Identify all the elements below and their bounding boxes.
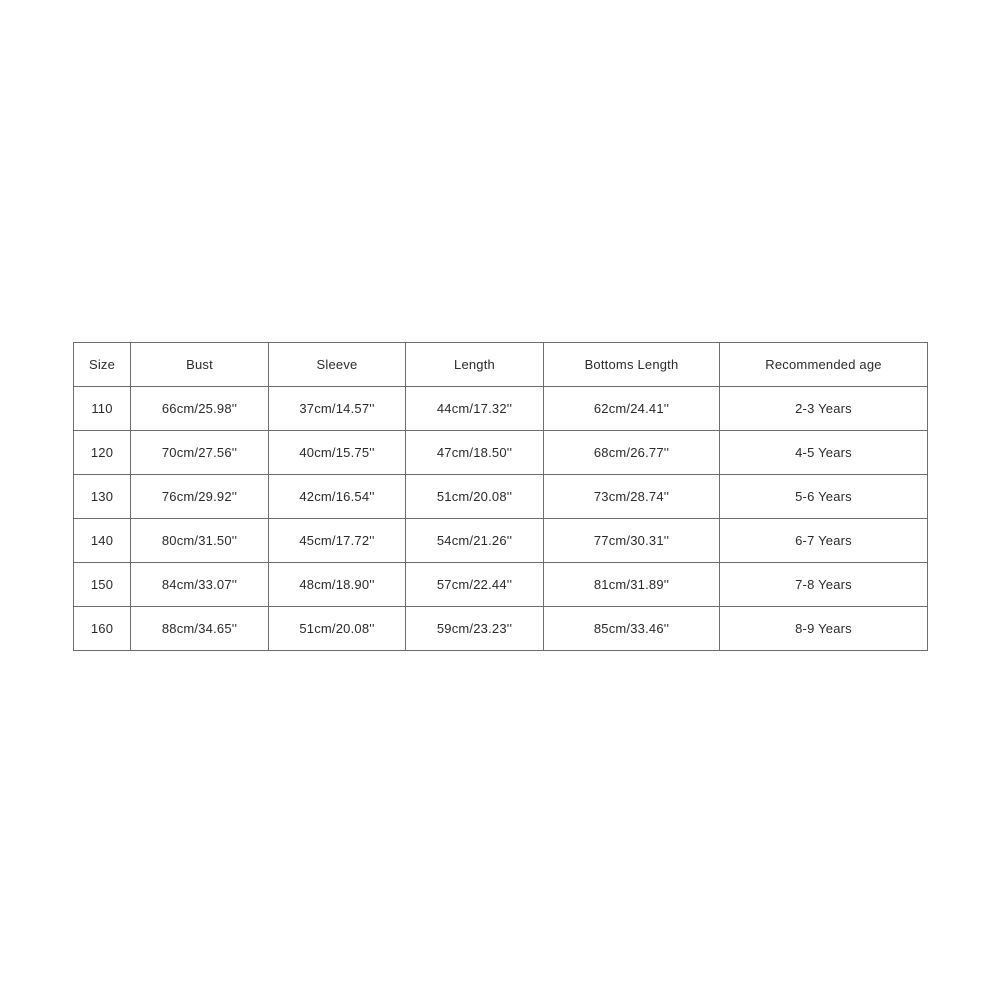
cell-recommended-age: 6-7 Years bbox=[720, 519, 928, 563]
cell-sleeve: 40cm/15.75'' bbox=[269, 431, 406, 475]
header-bust: Bust bbox=[131, 343, 269, 387]
table-row bbox=[74, 387, 928, 431]
cell-bottoms-length: 73cm/28.74'' bbox=[544, 475, 720, 519]
cell-recommended-age: 5-6 Years bbox=[720, 475, 928, 519]
cell-sleeve: 37cm/14.57'' bbox=[269, 387, 406, 431]
cell-bust: 70cm/27.56'' bbox=[131, 431, 269, 475]
cell-size: 150 bbox=[74, 563, 131, 607]
cell-length: 54cm/21.26'' bbox=[406, 519, 544, 563]
cell-size: 110 bbox=[74, 387, 131, 431]
table-row bbox=[74, 563, 928, 607]
cell-size: 140 bbox=[74, 519, 131, 563]
cell-length: 51cm/20.08'' bbox=[406, 475, 544, 519]
cell-bottoms-length: 77cm/30.31'' bbox=[544, 519, 720, 563]
cell-sleeve: 42cm/16.54'' bbox=[269, 475, 406, 519]
cell-bust: 88cm/34.65'' bbox=[131, 607, 269, 651]
cell-recommended-age: 2-3 Years bbox=[720, 387, 928, 431]
cell-sleeve: 45cm/17.72'' bbox=[269, 519, 406, 563]
header-sleeve: Sleeve bbox=[269, 343, 406, 387]
cell-size: 130 bbox=[74, 475, 131, 519]
cell-bust: 66cm/25.98'' bbox=[131, 387, 269, 431]
cell-bottoms-length: 62cm/24.41'' bbox=[544, 387, 720, 431]
cell-recommended-age: 8-9 Years bbox=[720, 607, 928, 651]
cell-length: 47cm/18.50'' bbox=[406, 431, 544, 475]
cell-bust: 76cm/29.92'' bbox=[131, 475, 269, 519]
size-chart-table bbox=[73, 342, 928, 651]
table-row bbox=[74, 607, 928, 651]
cell-bottoms-length: 68cm/26.77'' bbox=[544, 431, 720, 475]
cell-recommended-age: 7-8 Years bbox=[720, 563, 928, 607]
table-row bbox=[74, 475, 928, 519]
table-header-row bbox=[74, 343, 928, 387]
cell-recommended-age: 4-5 Years bbox=[720, 431, 928, 475]
header-bottoms-length: Bottoms Length bbox=[544, 343, 720, 387]
table-row bbox=[74, 431, 928, 475]
cell-size: 160 bbox=[74, 607, 131, 651]
cell-bottoms-length: 85cm/33.46'' bbox=[544, 607, 720, 651]
cell-bust: 80cm/31.50'' bbox=[131, 519, 269, 563]
cell-length: 57cm/22.44'' bbox=[406, 563, 544, 607]
table-row bbox=[74, 519, 928, 563]
cell-length: 44cm/17.32'' bbox=[406, 387, 544, 431]
cell-bottoms-length: 81cm/31.89'' bbox=[544, 563, 720, 607]
header-size: Size bbox=[74, 343, 131, 387]
header-recommended-age: Recommended age bbox=[720, 343, 928, 387]
cell-sleeve: 51cm/20.08'' bbox=[269, 607, 406, 651]
cell-length: 59cm/23.23'' bbox=[406, 607, 544, 651]
cell-size: 120 bbox=[74, 431, 131, 475]
header-length: Length bbox=[406, 343, 544, 387]
cell-sleeve: 48cm/18.90'' bbox=[269, 563, 406, 607]
cell-bust: 84cm/33.07'' bbox=[131, 563, 269, 607]
